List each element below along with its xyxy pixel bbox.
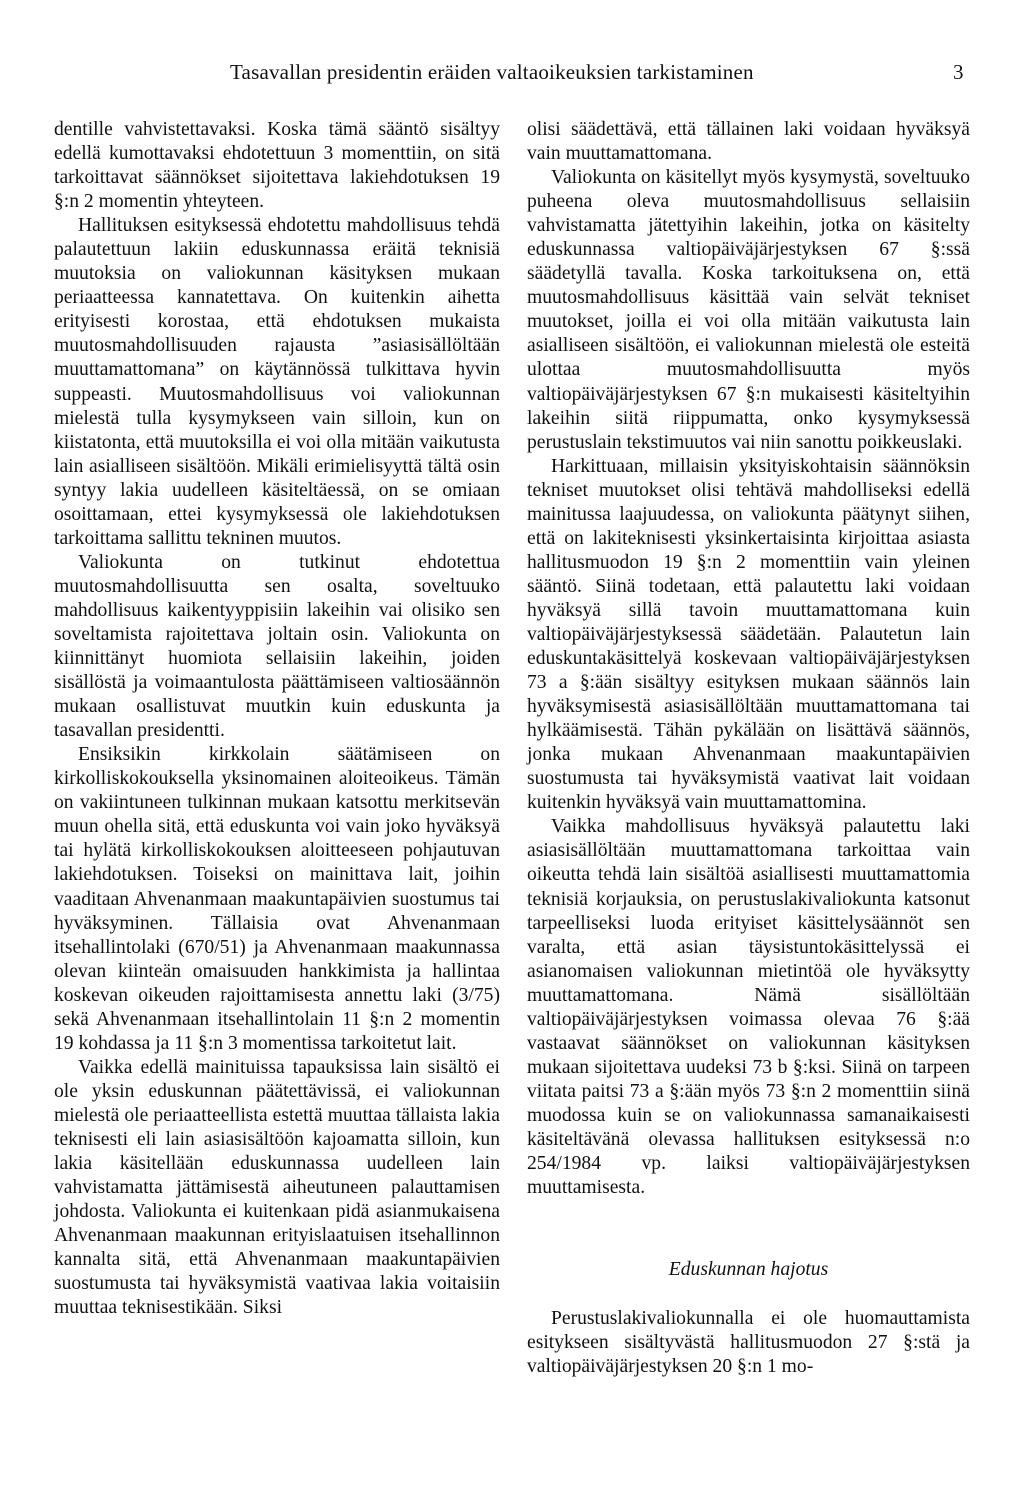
paragraph: Ensiksikin kirkkolain säätämiseen on kirkolliskokouksella yksinomainen aloiteoikeus. Tämän on vakiintuneen tulkinnan mukaan katsottu merkitsevän muun ohella sitä, että eduskunta voi vain joko hyväksyä tai hylätä kirkolliskokouksen aloitteeseen pohjautuvan lakiehdotuksen. Toiseksi on mainittava lait, joihin vaaditaan Ahvenanmaan maakuntapäivien suostumus tai hyväksyminen. Tällaisia ovat Ahvenanmaan itsehallintolaki (670/51) ja Ahvenanmaan maakunnassa olevan kiinteän omaisuuden hankkimista ja hallintaa koskevan oikeuden rajoittamisesta annettu laki (3/75) sekä Ahvenanmaan itsehallintolain 11 §:n 2 momentin 19 kohdassa ja 11 §:n 3 momentissa tarkoitetut lait.	[54, 744, 500, 1054]
page-number: 3	[953, 60, 964, 84]
paragraph: Vaikka mahdollisuus hyväksyä palautettu laki asiasisällöltään muuttamattomana tarkoittaa vain oikeutta tehdä lain sisältöä asiallisesti muuttamattomia teknisiä korjauksia, on perustuslakivaliokunta katsonut tarpeelliseksi luoda erityiset käsittelysäännöt sen varalta, että asian täysistuntokäsittelyssä ei asianomaisen valiokunnan mietintöä ole hyväksytty muuttamattomana. Nämä sisällöltään valtiopäiväjärjestyksen voimassa olevaa 76 §:ää vastaavat säännökset on valiokunnan käsityksen mukaan sijoitettava uudeksi 73 b §:ksi. Siinä on tarpeen viitata paitsi 73 a §:ään myös 73 §:n 2 momenttiin siinä muodossa kuin se on valiokunnassa samanaikaisesti käsiteltävänä olevassa hallituksen esityksessä n:o 254/1984 vp. laiksi valtiopäiväjärjestyksen muuttamisesta.	[527, 816, 970, 1199]
section-heading: Eduskunnan hajotus	[668, 1259, 829, 1281]
paragraph: Hallituksen esityksessä ehdotettu mahdollisuus tehdä palautettuun lakiin eduskunnassa eräitä teknisiä muutoksia on valiokunnan käsityksen mukaan periaatteessa kannatettava. On kuitenkin aihetta erityisesti korostaa, että ehdotuksen mukaista muutosmahdollisuuden rajausta ”asiasisällöltään muuttamattomana” on käytännössä tulkittava hyvin suppeasti. Muutosmahdollisuus voi valiokunnan mielestä tulla kysymykseen vain silloin, kun on kiistatonta, että muutoksilla ei voi olla mitään vaikutusta lain asialliseen sisältöön. Mikäli erimielisyyttä tältä osin syntyy lakia uudelleen käsiteltäessä, on se omiaan osoittamaan, ettei kysymyksessä ole lakiehdotuksen tarkoittama sallittu tekninen muutos.	[54, 215, 500, 549]
right-column	[527, 118, 970, 1379]
running-title: Tasavallan presidentin eräiden valtaoikeuksien tarkistaminen	[230, 60, 754, 84]
paragraph: olisi säädettävä, että tällainen laki voidaan hyväksyä vain muuttamattomana.	[527, 119, 970, 165]
paragraph: Valiokunta on tutkinut ehdotettua muutosmahdollisuutta sen osalta, soveltuuko mahdollisuus kaikentyyppisiin lakeihin vai olisiko sen soveltamista rajoitettava joltain osin. Valiokunta on kiinnittänyt huomiota sellaisiin lakeihin, joiden sisällöstä ja voimaantulosta päättämiseen valtiosäännön mukaan osallistuvat muutkin kuin eduskunta ja tasavallan presidentti.	[54, 551, 500, 742]
paragraph: Harkittuaan, millaisin yksityiskohtaisin säännöksin tekniset muutokset olisi tehtävä mahdolliseksi edellä mainitussa laajuudessa, on valiokunta päätynyt siihen, että on lakiteknisesti yksinkertaisinta kirjoittaa asiasta hallitusmuodon 19 §:n 2 momenttiin vain yleinen sääntö. Siinä todetaan, että palautettu laki voidaan hyväksyä sillä tavoin muuttamattomana kuin valtiopäiväjärjestyksessä säädetään. Palautetun lain eduskuntakäsittelyä koskevaan valtiopäiväjärjestyksen 73 a §:ään sisältyy esityksen mukaan säännös lain hyväksymisestä asiasisällöltään muuttamattomana tai hylkäämisestä. Tähän pykälään on lisättävä säännös, jonka mukaan Ahvenanmaan maakuntapäivien suostumusta tai hyväksymistä vaativat lait voidaan kuitenkin hyväksyä vain muuttamattomina.	[527, 455, 970, 814]
paragraph: Perustuslakivaliokunnalla ei ole huomauttamista esitykseen sisältyvästä hallitusmuodon 27 §:stä ja valtiopäiväjärjestyksen 20 §:n 1 mo-	[527, 1308, 970, 1378]
paragraph: Valiokunta on käsitellyt myös kysymystä, soveltuuko puheena oleva muutosmahdollisuus sellaisiin vahvistamatta jätettyihin lakeihin, jotka on käsitelty eduskunnassa valtiopäiväjärjestyksen 67 §:ssä säädetyllä tavalla. Koska tarkoituksena on, että muutosmahdollisuus käsittää vain selvät tekniset muutokset, joilla ei voi olla mitään vaikutusta lain asialliseen sisältöön, ei valiokunnan mielestä ole esteitä ulottaa muutosmahdollisuutta myös valtiopäiväjärjestyksen 67 §:n mukaisesti käsiteltyihin lakeihin siitä riippumatta, onko kysymyksessä perustuslain tekstimuutos vai niin sanottu poikkeuslaki.	[527, 167, 970, 453]
page-header	[0, 60, 1024, 90]
paragraph: Vaikka edellä mainituissa tapauksissa lain sisältö ei ole yksin eduskunnan päätettävissä, ei valiokunnan mielestä ole periaatteellista estettä muuttaa tällaista lakia teknisesti eli lain asiasisältöön kajoamatta silloin, kun lakia käsitellään eduskunnassa uudelleen lain vahvistamatta jättämisestä aiheutuneen palauttamisen johdosta. Valiokunta ei kuitenkaan pidä asianmukaisena Ahvenanmaan maakunnan erityislaatuisen itsehallinnon kannalta sitä, että Ahvenanmaan maakuntapäivien suostumusta tai hyväksymistä vaativaa lakia voitaisiin muuttaa teknisestikään. Siksi	[54, 1056, 500, 1319]
left-column	[54, 118, 500, 1320]
paragraph: dentille vahvistettavaksi. Koska tämä sääntö sisältyy edellä kumottavaksi ehdotettuun 3 momenttiin, on sitä tarkoittavat säännökset sijoitettava lakiehdotuksen 19 §:n 2 momentin yhteyteen.	[54, 119, 500, 213]
